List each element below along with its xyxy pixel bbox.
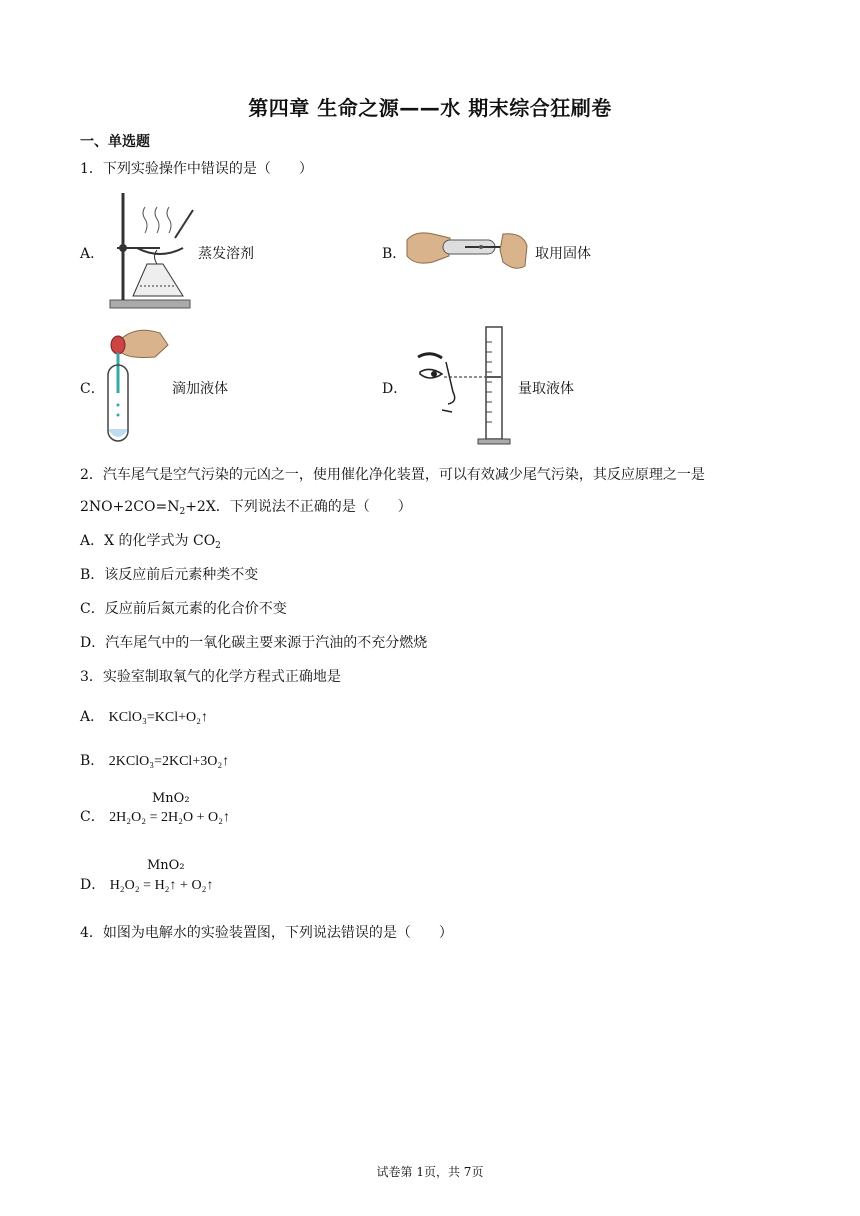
q3-option-d: D． H₂O₂ = H₂↑ + O₂↑ bbox=[80, 877, 214, 893]
q3-option-a: A． KClO₃=KCl+O₂↑ bbox=[80, 709, 209, 725]
q1-option-b-letter: B． bbox=[382, 246, 407, 262]
q2-option-c: C．反应前后氮元素的化合价不变 bbox=[80, 601, 287, 617]
q3-option-d-formula: H₂O₂ = H₂↑ + O₂↑ bbox=[109, 878, 214, 893]
add-liquid-dropper-image bbox=[100, 325, 170, 445]
q1-option-c-letter: C． bbox=[80, 381, 105, 397]
q1-option-d-letter: D． bbox=[382, 381, 408, 397]
section-heading: 一、单选题 bbox=[80, 134, 150, 150]
q3-option-b-formula: 2KClO₃=2KCl+3O₂↑ bbox=[108, 754, 230, 769]
q1-option-a-caption: 蒸发溶剂 bbox=[198, 246, 254, 262]
q2-option-a: A．X 的化学式为 $CO_2$ bbox=[80, 533, 221, 551]
q3-option-c-condition: MnO₂ bbox=[152, 791, 190, 806]
q3-option-b: B． 2KClO₃=2KCl+3O₂↑ bbox=[80, 753, 230, 769]
q2-option-b: B．该反应前后元素种类不变 bbox=[80, 567, 259, 583]
q1-option-d-caption: 量取液体 bbox=[518, 381, 574, 397]
q3-option-a-formula: KClO₃=KCl+O₂↑ bbox=[108, 710, 209, 725]
q3-option-c-formula: 2H₂O₂ = 2H₂O + O₂↑ bbox=[109, 810, 231, 825]
question-2-stem-line1: 2．汽车尾气是空气污染的元凶之一，使用催化净化装置，可以有效减少尾气污染，其反应原理之一是 bbox=[80, 467, 705, 483]
question-1-stem: 1．下列实验操作中错误的是（ ） bbox=[80, 161, 313, 177]
question-4-stem: 4．如图为电解水的实验装置图，下列说法错误的是（ ） bbox=[80, 925, 453, 941]
question-2-stem-line2: $2NO+2CO=N_2+2X$．下列说法不正确的是（ ） bbox=[80, 499, 412, 517]
q1-option-b-caption: 取用固体 bbox=[535, 246, 591, 262]
take-solid-image bbox=[405, 222, 530, 274]
q3-option-c: C． 2H₂O₂ = 2H₂O + O₂↑ bbox=[80, 809, 231, 825]
evaporation-apparatus-image bbox=[105, 188, 195, 313]
question-3-stem: 3．实验室制取氧气的化学方程式正确地是 bbox=[80, 669, 341, 685]
q1-option-a-letter: A． bbox=[80, 246, 105, 262]
page-title: 第四章 生命之源——水 期末综合狂刷卷 bbox=[248, 96, 612, 120]
page-footer: 试卷第 1页，共 7页 bbox=[376, 1165, 484, 1179]
measure-liquid-cylinder-image bbox=[408, 322, 513, 447]
q2-option-d: D．汽车尾气中的一氧化碳主要来源于汽油的不充分燃烧 bbox=[80, 635, 428, 651]
q3-option-d-condition: MnO₂ bbox=[147, 858, 185, 873]
q1-option-c-caption: 滴加液体 bbox=[172, 381, 228, 397]
